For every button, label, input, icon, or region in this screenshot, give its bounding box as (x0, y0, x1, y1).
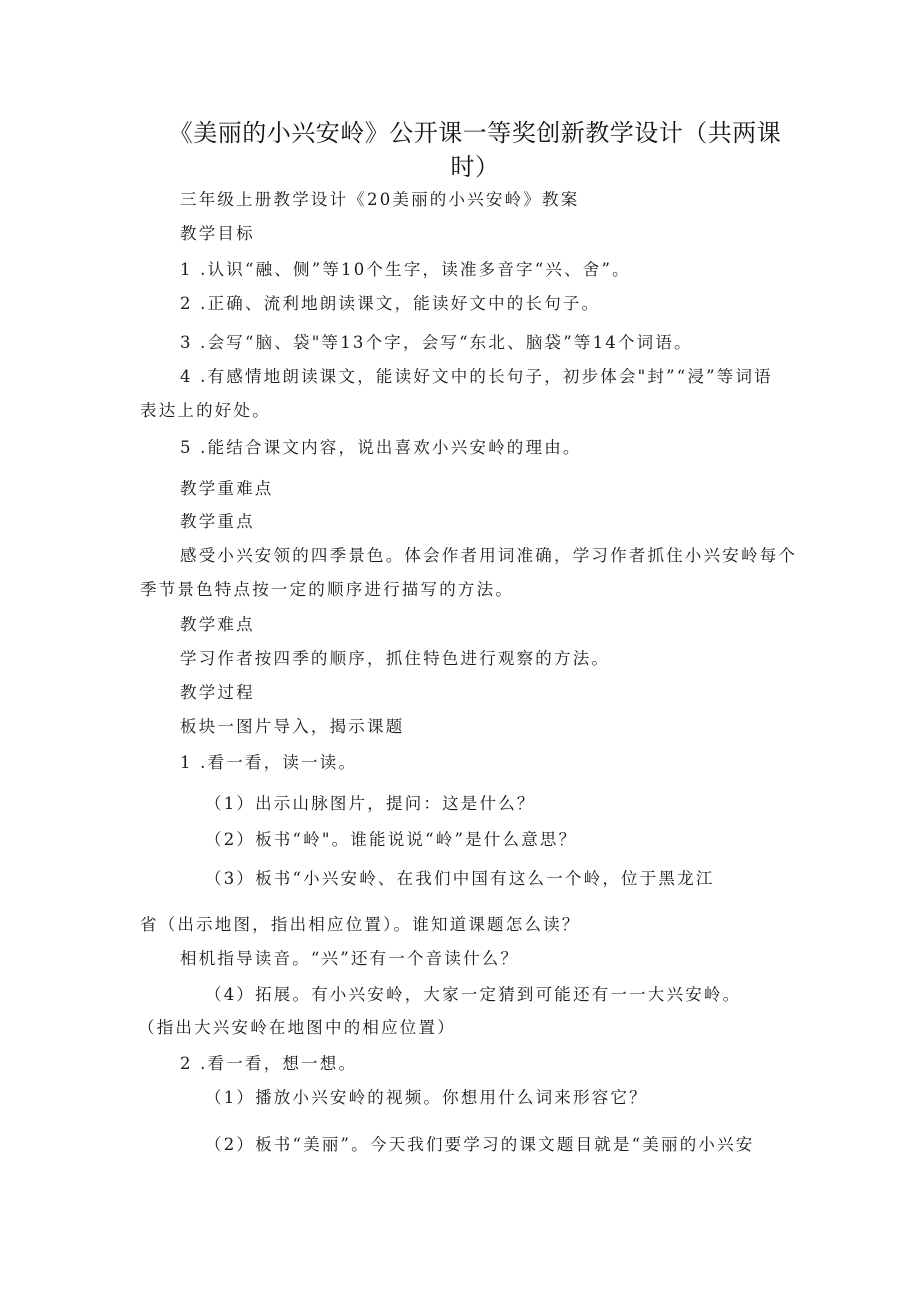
step-1-item-4-continued: （指出大兴安岭在地图中的相应位置） (138, 1018, 456, 1037)
process-heading: 教学过程 (180, 683, 255, 702)
objective-item-4-continued: 表达上的好处。 (140, 401, 271, 420)
step-2-item-1: （1）播放小兴安岭的视频。你想用什么词来形容它？ (205, 1088, 648, 1107)
process-step-2: 2 .看一看，想一想。 (180, 1054, 358, 1073)
key-points-line-1: 感受小兴安领的四季景色。体会作者用词准确，学习作者抓住小兴安岭每个 (180, 546, 798, 565)
step-1-item-3-note: 相机指导读音。“兴”还有一个音读什么？ (180, 949, 520, 968)
key-difficult-heading: 教学重难点 (180, 479, 274, 498)
process-step-1: 1 .看一看，读一读。 (180, 753, 358, 772)
document-title-line-1: 《美丽的小兴安岭》公开课一等奖创新教学设计（共两课 (168, 119, 782, 147)
step-1-item-3: （3）板书“小兴安岭、在我们中国有这么一个岭，位于黑龙江 (205, 869, 715, 888)
document-title-line-2: 时） (450, 153, 500, 181)
difficult-points-heading: 教学难点 (180, 615, 255, 634)
key-points-line-2: 季节景色特点按一定的顺序进行描写的方法。 (140, 580, 514, 599)
step-1-item-2: （2）板书“岭"。谁能说说“岭”是什么意思？ (205, 830, 578, 849)
process-block-1: 板块一图片导入，揭示课题 (180, 717, 405, 736)
objective-item-3: 3 .会写“脑、袋"等13个字，会写“东北、脑袋”等14个词语。 (180, 333, 693, 352)
step-1-item-1: （1）出示山脉图片，提问：这是什么？ (205, 794, 536, 813)
key-points-heading: 教学重点 (180, 512, 255, 531)
objective-item-4: 4 .有感情地朗读课文，能读好文中的长句子，初步体会"封”“浸”等词语 (180, 367, 773, 386)
step-2-item-2: （2）板书“美丽”。今天我们要学习的课文题目就是“美丽的小兴安 (205, 1135, 755, 1154)
document-subtitle: 三年级上册教学设计《20美丽的小兴安岭》教案 (180, 190, 580, 209)
objective-item-5: 5 .能结合课文内容，说出喜欢小兴安岭的理由。 (180, 438, 582, 457)
step-1-item-3-continued: 省（出示地图，指出相应位置）。谁知道课题怎么读？ (140, 915, 581, 934)
difficult-points-text: 学习作者按四季的顺序，抓住特色进行观察的方法。 (180, 649, 611, 668)
objectives-heading: 教学目标 (180, 224, 255, 243)
objective-item-2: 2 .正确、流利地朗读课文，能读好文中的长句子。 (180, 294, 601, 313)
objective-item-1: 1 .认识“融、侧”等10个生字，读准多音字“兴、舍”。 (180, 260, 631, 279)
step-1-item-4: （4）拓展。有小兴安岭，大家一定猜到可能还有一一大兴安岭。 (205, 985, 742, 1004)
